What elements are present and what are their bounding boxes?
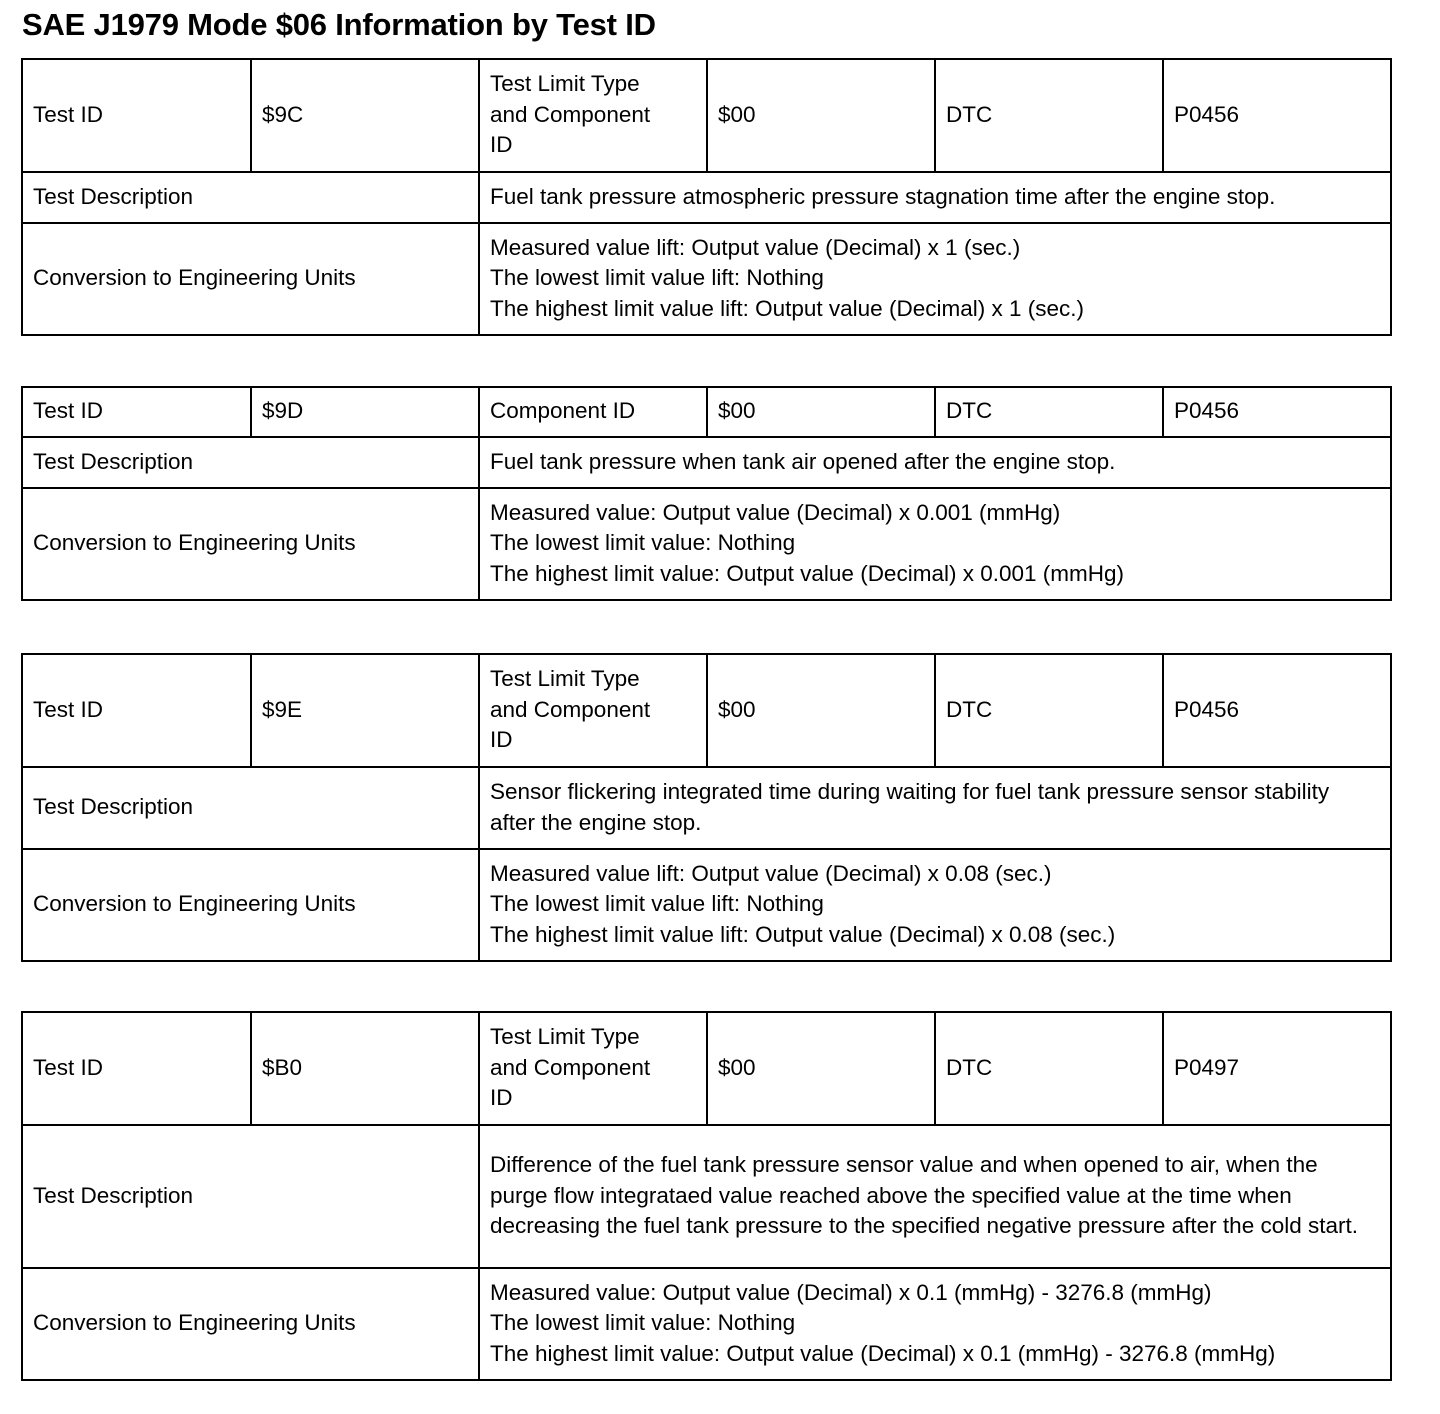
test-description-row: [22, 767, 1391, 849]
test-id-value: $B0: [251, 1012, 479, 1125]
test-header-row: [22, 59, 1391, 172]
test-id-table: [21, 1011, 1392, 1381]
component-id-value: $00: [707, 387, 935, 437]
test-header-row: [22, 387, 1391, 437]
test-description-value: Fuel tank pressure when tank air opened after the engine stop.: [479, 437, 1391, 488]
test-description-label: Test Description: [22, 172, 479, 223]
dtc-label: DTC: [935, 59, 1163, 172]
test-id-label: Test ID: [22, 654, 251, 767]
conversion-label: Conversion to Engineering Units: [22, 1268, 479, 1380]
component-id-label: Component ID: [479, 387, 707, 437]
dtc-value: P0456: [1163, 59, 1391, 172]
conversion-row: [22, 488, 1391, 600]
test-description-row: [22, 437, 1391, 488]
conversion-value: Measured value: Output value (Decimal) x 0.1 (mmHg) - 3276.8 (mmHg) The lowest limit value: Nothing The highest limit value: Output value (Decimal) x 0.1 (mmHg) - 3276.8 (mmHg): [479, 1268, 1391, 1380]
component-id-value: $00: [707, 654, 935, 767]
dtc-value: P0456: [1163, 387, 1391, 437]
test-id-table: [21, 58, 1392, 336]
page-title: SAE J1979 Mode $06 Information by Test ID: [22, 7, 656, 42]
conversion-row: [22, 1268, 1391, 1380]
conversion-value: Measured value: Output value (Decimal) x 0.001 (mmHg) The lowest limit value: Nothing The highest limit value: Output value (Decimal) x 0.001 (mmHg): [479, 488, 1391, 600]
conversion-value: Measured value lift: Output value (Decimal) x 0.08 (sec.) The lowest limit value lift: Nothing The highest limit value lift: Output value (Decimal) x 0.08 (sec.): [479, 849, 1391, 961]
dtc-label: DTC: [935, 1012, 1163, 1125]
test-id-table: [21, 386, 1392, 601]
conversion-label: Conversion to Engineering Units: [22, 488, 479, 600]
test-id-value: $9E: [251, 654, 479, 767]
test-description-label: Test Description: [22, 437, 479, 488]
test-id-label: Test ID: [22, 59, 251, 172]
conversion-row: [22, 223, 1391, 335]
conversion-label: Conversion to Engineering Units: [22, 223, 479, 335]
test-description-row: [22, 1125, 1391, 1268]
component-id-label: Test Limit Type and Component ID: [479, 1012, 707, 1125]
test-description-value: Difference of the fuel tank pressure sensor value and when opened to air, when the purge flow integrataed value reached above the specified value at the time when decreasing the fuel tank pressure to the specified negative pressure after the cold start.: [479, 1125, 1391, 1268]
test-description-row: [22, 172, 1391, 223]
test-id-value: $9C: [251, 59, 479, 172]
test-description-label: Test Description: [22, 1125, 479, 1268]
test-id-label: Test ID: [22, 1012, 251, 1125]
test-description-label: Test Description: [22, 767, 479, 849]
component-id-label: Test Limit Type and Component ID: [479, 59, 707, 172]
component-id-value: $00: [707, 1012, 935, 1125]
test-id-value: $9D: [251, 387, 479, 437]
test-description-value: Fuel tank pressure atmospheric pressure stagnation time after the engine stop.: [479, 172, 1391, 223]
dtc-label: DTC: [935, 654, 1163, 767]
dtc-label: DTC: [935, 387, 1163, 437]
test-header-row: [22, 654, 1391, 767]
component-id-label: Test Limit Type and Component ID: [479, 654, 707, 767]
component-id-value: $00: [707, 59, 935, 172]
test-id-table: [21, 653, 1392, 962]
test-header-row: [22, 1012, 1391, 1125]
test-id-label: Test ID: [22, 387, 251, 437]
dtc-value: P0456: [1163, 654, 1391, 767]
conversion-value: Measured value lift: Output value (Decimal) x 1 (sec.) The lowest limit value lift: Nothing The highest limit value lift: Output value (Decimal) x 1 (sec.): [479, 223, 1391, 335]
dtc-value: P0497: [1163, 1012, 1391, 1125]
conversion-label: Conversion to Engineering Units: [22, 849, 479, 961]
conversion-row: [22, 849, 1391, 961]
test-description-value: Sensor flickering integrated time during waiting for fuel tank pressure sensor stability after the engine stop.: [479, 767, 1391, 849]
